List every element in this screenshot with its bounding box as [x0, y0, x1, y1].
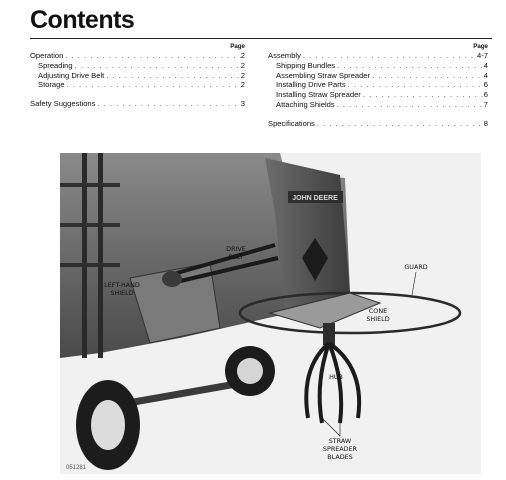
ladder-rung: [60, 263, 120, 267]
svg-text:SHIELD: SHIELD: [366, 315, 390, 323]
svg-text:BELT: BELT: [228, 253, 244, 261]
toc-entry-page: 4: [483, 70, 488, 80]
page-column-header: Page: [230, 43, 245, 50]
callout-hub: [329, 373, 343, 381]
toc-entry: [30, 80, 245, 90]
toc-entry-label: Specifications: [268, 118, 315, 128]
toc-entry-page: 2: [240, 60, 245, 70]
toc-entry-label: Assembling Straw Spreader: [276, 70, 371, 80]
toc-entry: [268, 71, 488, 81]
toc-entry-label: Installing Drive Parts: [276, 80, 346, 90]
toc-entry-label: Installing Straw Spreader: [276, 90, 361, 100]
toc-entry-page: 2: [240, 80, 245, 90]
ladder-rung: [60, 223, 120, 227]
hub: [323, 323, 335, 345]
toc-entry: [30, 71, 245, 81]
toc-right-column: [268, 43, 488, 129]
dot-leader: [335, 61, 484, 71]
toc-entry-page: 2: [240, 51, 245, 60]
toc-entry-page: 4: [483, 60, 488, 70]
svg-text:LEFT-HAND: LEFT-HAND: [104, 281, 140, 289]
dot-leader: [335, 100, 484, 110]
callout-cone-shield: [366, 307, 389, 323]
toc-entry-page: 6: [483, 90, 488, 100]
toc-entry-label: Shipping Bundles: [276, 60, 336, 70]
dot-leader: [104, 71, 241, 81]
toc-entry-label: Safety Suggestions: [30, 99, 96, 109]
toc-entry-label: Operation: [30, 51, 64, 60]
toc-entry-label: Assembly: [268, 51, 301, 60]
svg-text:SPREADER: SPREADER: [322, 445, 358, 453]
ladder-rung: [60, 183, 120, 187]
toc-entry-label: Spreading: [38, 60, 73, 70]
dot-leader: [361, 90, 484, 100]
catalog-number: 051281: [66, 465, 87, 471]
toc-entry-page: 3: [240, 99, 245, 109]
toc-entry: [268, 119, 488, 129]
toc-right-list: [268, 51, 488, 129]
wheel-rim: [237, 358, 263, 384]
toc-entry-page: 8: [483, 118, 488, 128]
dot-leader: [346, 80, 484, 90]
page-title: Contents: [30, 6, 135, 34]
title-rule: [30, 38, 492, 39]
toc-entry: [30, 61, 245, 71]
toc-entry-label: Storage: [38, 80, 65, 90]
toc-left-list: [30, 51, 245, 109]
toc-entry-page: 2: [240, 70, 245, 80]
page-column-header: Page: [473, 43, 488, 50]
svg-text:HUB: HUB: [329, 373, 343, 381]
toc-entry-label: Attaching Shields: [276, 99, 335, 109]
toc-entry: [268, 100, 488, 110]
toc-left-column: [30, 43, 245, 109]
dot-leader: [95, 99, 240, 109]
dot-leader: [315, 119, 484, 129]
toc-entry: [268, 90, 488, 100]
toc-entry-label: Adjusting Drive Belt: [38, 70, 105, 80]
dot-leader: [73, 61, 241, 71]
toc-entry: [30, 51, 245, 61]
wheel-rim: [91, 400, 125, 450]
toc-entry: [268, 51, 488, 61]
callout-drive-belt: [226, 245, 246, 261]
toc-entry: [268, 61, 488, 71]
belt-pulley: [162, 271, 182, 287]
toc-entry-page: 4-7: [477, 51, 488, 60]
combine-illustration: [60, 153, 481, 474]
toc-entry: [30, 99, 245, 109]
toc-entry-page: 6: [483, 80, 488, 90]
svg-text:SHIELD: SHIELD: [110, 289, 134, 297]
toc-entry: [268, 80, 488, 90]
svg-text:GUARD: GUARD: [404, 263, 428, 271]
dot-leader: [65, 80, 241, 90]
dot-leader: [301, 51, 477, 61]
svg-text:CONE: CONE: [368, 307, 388, 315]
dot-leader: [63, 51, 240, 61]
svg-text:DRIVE: DRIVE: [226, 245, 246, 253]
svg-text:STRAW: STRAW: [328, 437, 352, 445]
dot-leader: [370, 71, 484, 81]
brand-text: JOHN DEERE: [292, 195, 338, 202]
straw-spreader-photo: [60, 153, 481, 474]
toc-entry-page: 7: [483, 99, 488, 109]
svg-text:BLADES: BLADES: [327, 453, 353, 461]
